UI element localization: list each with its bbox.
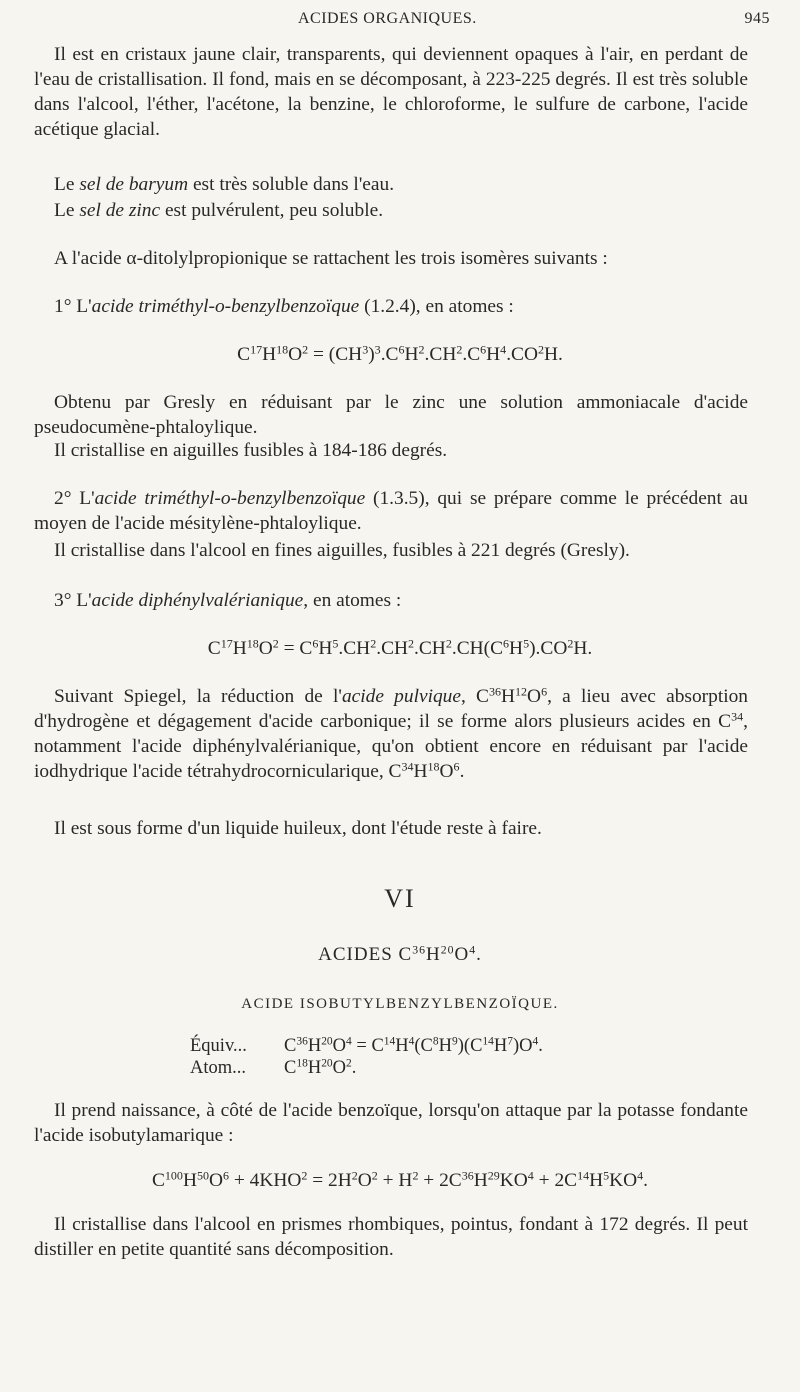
paragraph: Il cristallise en aiguilles fusibles à 184-186 degrés. [54, 440, 448, 461]
section-number: VI [384, 884, 416, 913]
running-header [0, 10, 800, 34]
section-heading: ACIDES $C^{36}H^{20}O^4$. [318, 943, 482, 965]
reaction-equation: $C^{100}H^{50}O^6 + 4KHO^2 = 2H^2O^2 + H^2 + 2C^{36}H^{29}KO^4 + 2C^{14}H^5KO^4$. [151, 1168, 649, 1191]
header-title: ACIDES ORGANIQUES. [298, 10, 477, 27]
paragraph: Suivant Spiegel, la réduction de l'acide pulvique, $C^{36}H^{12}O^6$, a lieu avec absorption d'hydrogène et dégagement d'acide carbonique; il se forme alors plusieurs acides en $C^{34}$, notamment l'acide diphénylvalérianique, qu'on obtient encore en réduisant par l'acide iodhydrique l'acide tétrahydrocornicularique, $C^{34}H^{18}O^6$. [34, 684, 748, 782]
formula: $C^{17}H^{18}O^2 = C^6H^5.CH^2.CH^2.CH^2.CH(C^6H^5).CO^2H$. [207, 636, 593, 659]
paragraph: A l'acide α-ditolylpropionique se rattachent les trois isomères suivants : [54, 248, 608, 269]
formula: $C^{17}H^{18}O^2 = (CH^3)^3.C^6H^2.CH^2.C^6H^4.CO^2H$. [237, 342, 563, 365]
atomic-formula: Atom... $C^{18}H^{20}O^2$. [190, 1057, 357, 1078]
paragraph: Il est en cristaux jaune clair, transparents, qui deviennent opaques à l'air, en perdant de l'eau de cristallisation. Il fond, mais en se décomposant, à 223-225 degrés. Il est très soluble dans l'alcool, l'éther, l'acétone, la benzine, le chloroforme, le sulfure de carbone, l'acide acétique glacial. [34, 44, 748, 140]
paragraph: Il cristallise dans l'alcool en prismes rhombiques, pointus, fondant à 172 degrés. Il peut distiller en petite quantité sans décomposition. [34, 1214, 748, 1260]
page-number: 945 [744, 10, 770, 27]
paragraph: Il est sous forme d'un liquide huileux, dont l'étude reste à faire. [54, 818, 542, 839]
paragraph: Le sel de zinc est pulvérulent, peu soluble. [54, 200, 384, 221]
paragraph: Il cristallise dans l'alcool en fines aiguilles, fusibles à 221 degrés (Gresly). [54, 540, 630, 561]
paragraph: Obtenu par Gresly en réduisant par le zinc une solution ammoniacale d'acide pseudocumène-phtaloylique. [34, 392, 748, 438]
equivalent-formula: Équiv... $C^{36}H^{20}O^4 = C^{14}H^4(C^8H^9)(C^{14}H^7)O^4$. [190, 1035, 543, 1056]
paragraph: 3° L'acide diphénylvalérianique, en atomes : [54, 590, 402, 611]
paragraph: 2° L'acide triméthyl-o-benzylbenzoïque (1.3.5), qui se prépare comme le précédent au moyen de l'acide mésitylène-phtaloylique. [34, 488, 748, 534]
compound-heading: ACIDE ISOBUTYLBENZYLBENZOÏQUE. [241, 996, 559, 1012]
paragraph: Le sel de baryum est très soluble dans l'eau. [54, 174, 395, 195]
paragraph: Il prend naissance, à côté de l'acide benzoïque, lorsqu'on attaque par la potasse fondante l'acide isobutylamarique : [34, 1100, 748, 1146]
paragraph: 1° L'acide triméthyl-o-benzylbenzoïque (1.2.4), en atomes : [54, 296, 514, 317]
